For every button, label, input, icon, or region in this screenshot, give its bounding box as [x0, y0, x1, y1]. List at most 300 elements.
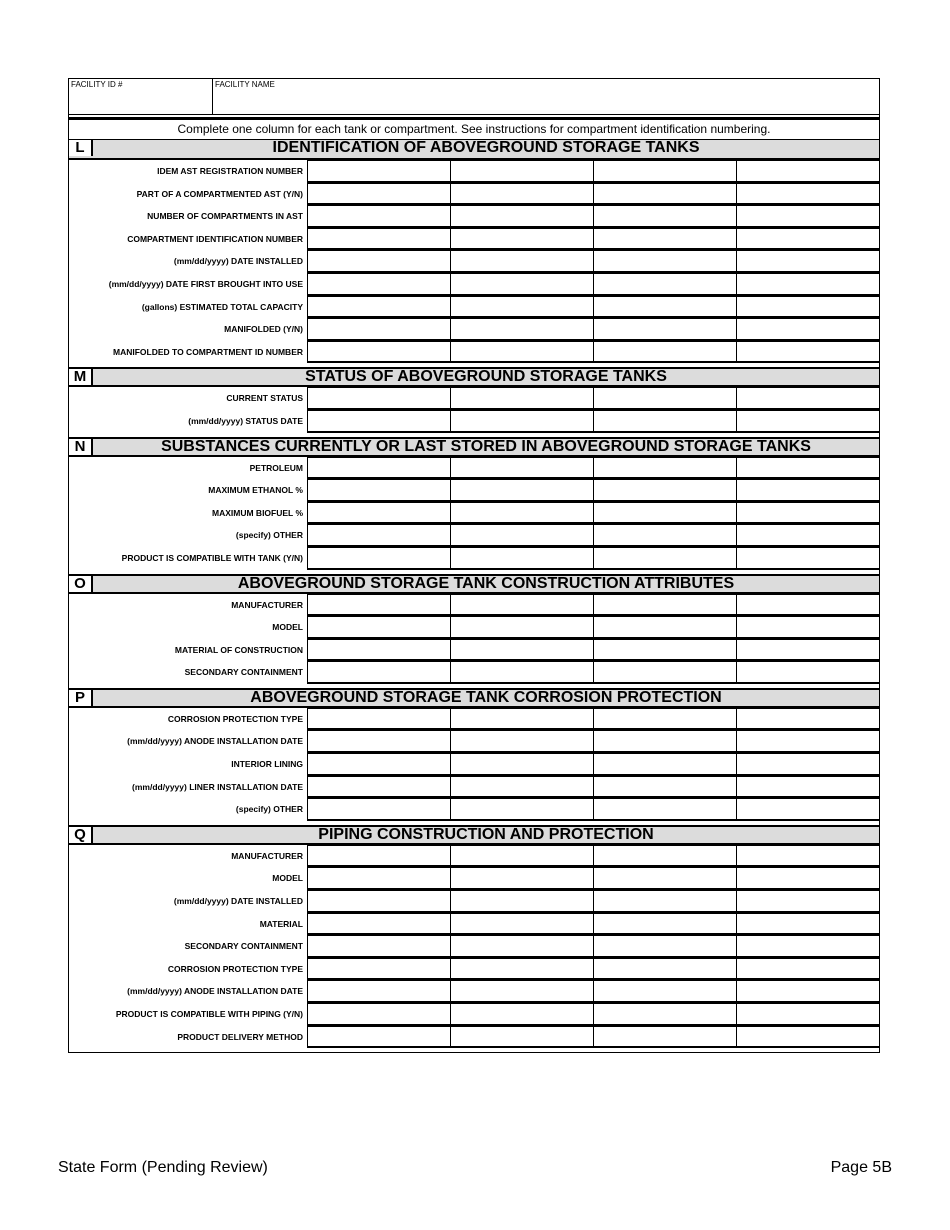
row-label: MATERIAL OF CONSTRUCTION [174, 644, 303, 655]
tank-3-field[interactable] [594, 342, 736, 362]
tank-column-4-cell [736, 616, 879, 639]
tank-column-3-cell [593, 1003, 736, 1026]
tank-column-4-cell [736, 753, 879, 776]
tank-2-field[interactable] [451, 207, 593, 227]
form-row [69, 250, 879, 273]
tank-column-1-cell [307, 479, 450, 502]
tank-4-field[interactable] [737, 458, 879, 478]
tank-column-3-cell [593, 845, 736, 868]
tank-2-field[interactable] [451, 549, 593, 569]
tank-column-4-cell [736, 1026, 879, 1049]
tank-column-1-cell [307, 1026, 450, 1049]
form-row [69, 479, 879, 502]
facility-name-field[interactable] [217, 93, 875, 111]
tank-column-1-cell [307, 867, 450, 890]
tank-column-4-cell [736, 296, 879, 319]
tank-column-3-cell [593, 980, 736, 1003]
tank-column-3-cell [593, 661, 736, 684]
row-label: (specify) OTHER [235, 530, 303, 541]
tank-column-2-cell [450, 913, 593, 936]
tank-form [68, 78, 880, 1053]
footer-page-number: Page 5B [830, 1159, 892, 1176]
row-label: MANIFOLDED TO COMPARTMENT ID NUMBER [113, 346, 303, 357]
tank-column-2-cell [450, 1026, 593, 1049]
tank-1-field[interactable] [308, 847, 450, 867]
tank-column-3-cell [593, 753, 736, 776]
tank-1-field[interactable] [308, 207, 450, 227]
tank-column-1-cell [307, 661, 450, 684]
tank-1-field[interactable] [308, 184, 450, 204]
tank-column-4-cell [736, 594, 879, 617]
tank-2-field[interactable] [451, 320, 593, 340]
tank-3-field[interactable] [594, 184, 736, 204]
form-row [69, 639, 879, 662]
tank-columns [307, 160, 879, 183]
tank-2-field[interactable] [451, 297, 593, 317]
row-label: PETROLEUM [249, 462, 303, 473]
tank-columns [307, 594, 879, 617]
tank-column-2-cell [450, 318, 593, 341]
row-label: MANUFACTURER [231, 599, 303, 610]
tank-column-3-cell [593, 273, 736, 296]
tank-column-1-cell [307, 980, 450, 1003]
tank-3-field[interactable] [594, 914, 736, 934]
section-title: ABOVEGROUND STORAGE TANK CORROSION PROTECTION [250, 688, 722, 706]
tank-column-3-cell [593, 867, 736, 890]
form-body [68, 117, 880, 1053]
tank-2-field[interactable] [451, 640, 593, 660]
tank-4-field[interactable] [737, 755, 879, 775]
tank-column-2-cell [450, 228, 593, 251]
tank-2-field[interactable] [451, 595, 593, 615]
tank-column-4-cell [736, 410, 879, 433]
form-row [69, 980, 879, 1003]
tank-column-2-cell [450, 958, 593, 981]
tank-2-field[interactable] [451, 1027, 593, 1047]
tank-2-field[interactable] [451, 710, 593, 730]
tank-1-field[interactable] [308, 1027, 450, 1047]
tank-column-1-cell [307, 183, 450, 206]
tank-1-field[interactable] [308, 710, 450, 730]
tank-3-field[interactable] [594, 320, 736, 340]
tank-2-field[interactable] [451, 162, 593, 182]
tank-column-1-cell [307, 616, 450, 639]
tank-1-field[interactable] [308, 869, 450, 889]
row-label: PRODUCT IS COMPATIBLE WITH TANK (Y/N) [121, 552, 303, 563]
row-label: (mm/dd/yyyy) LINER INSTALLATION DATE [132, 781, 303, 792]
tank-column-2-cell [450, 980, 593, 1003]
tank-2-field[interactable] [451, 869, 593, 889]
tank-column-3-cell [593, 798, 736, 821]
tank-3-field[interactable] [594, 595, 736, 615]
tank-4-field[interactable] [737, 800, 879, 820]
tank-2-field[interactable] [451, 389, 593, 409]
tank-3-field[interactable] [594, 663, 736, 683]
tank-1-field[interactable] [308, 412, 450, 432]
tank-column-3-cell [593, 594, 736, 617]
tank-4-field[interactable] [737, 481, 879, 501]
tank-4-field[interactable] [737, 937, 879, 957]
tank-4-field[interactable] [737, 914, 879, 934]
tank-3-field[interactable] [594, 458, 736, 478]
tank-column-2-cell [450, 935, 593, 958]
tank-3-field[interactable] [594, 892, 736, 912]
facility-id-field[interactable] [73, 93, 208, 111]
tank-3-field[interactable] [594, 389, 736, 409]
tank-4-field[interactable] [737, 982, 879, 1002]
tank-2-field[interactable] [451, 800, 593, 820]
tank-3-field[interactable] [594, 412, 736, 432]
form-row [69, 958, 879, 981]
row-label: (mm/dd/yyyy) ANODE INSTALLATION DATE [127, 736, 303, 747]
tank-2-field[interactable] [451, 342, 593, 362]
section-title: ABOVEGROUND STORAGE TANK CONSTRUCTION ATTRIBUTES [237, 574, 735, 592]
tank-2-field[interactable] [451, 412, 593, 432]
sections-container [69, 140, 879, 1052]
tank-column-2-cell [450, 616, 593, 639]
tank-3-field[interactable] [594, 297, 736, 317]
tank-1-field[interactable] [308, 481, 450, 501]
tank-3-field[interactable] [594, 755, 736, 775]
tank-4-field[interactable] [737, 1005, 879, 1025]
tank-column-4-cell [736, 845, 879, 868]
tank-column-2-cell [450, 296, 593, 319]
row-label: SECONDARY CONTAINMENT [184, 667, 303, 678]
row-label: INTERIOR LINING [231, 759, 303, 770]
tank-3-field[interactable] [594, 847, 736, 867]
tank-1-field[interactable] [308, 458, 450, 478]
tank-3-field[interactable] [594, 252, 736, 272]
section-letter: O [69, 576, 93, 592]
row-label: MANUFACTURER [231, 850, 303, 861]
tank-column-1-cell [307, 798, 450, 821]
tank-3-field[interactable] [594, 982, 736, 1002]
tank-1-field[interactable] [308, 297, 450, 317]
tank-column-1-cell [307, 776, 450, 799]
form-row [69, 524, 879, 547]
tank-columns [307, 457, 879, 480]
form-row [69, 1003, 879, 1026]
tank-columns [307, 958, 879, 981]
tank-column-2-cell [450, 798, 593, 821]
tank-column-1-cell [307, 160, 450, 183]
tank-column-3-cell [593, 730, 736, 753]
tank-column-2-cell [450, 524, 593, 547]
tank-column-4-cell [736, 547, 879, 570]
tank-column-4-cell [736, 457, 879, 480]
tank-columns [307, 479, 879, 502]
tank-1-field[interactable] [308, 800, 450, 820]
tank-1-field[interactable] [308, 663, 450, 683]
tank-2-field[interactable] [451, 526, 593, 546]
section-letter: L [69, 140, 93, 156]
tank-3-field[interactable] [594, 162, 736, 182]
tank-column-2-cell [450, 776, 593, 799]
form-row [69, 205, 879, 228]
tank-3-field[interactable] [594, 275, 736, 295]
tank-2-field[interactable] [451, 960, 593, 980]
row-label: MODEL [272, 873, 303, 884]
tank-column-3-cell [593, 457, 736, 480]
tank-column-4-cell [736, 913, 879, 936]
tank-1-field[interactable] [308, 503, 450, 523]
tank-4-field[interactable] [737, 229, 879, 249]
tank-1-field[interactable] [308, 755, 450, 775]
tank-1-field[interactable] [308, 320, 450, 340]
tank-columns [307, 410, 879, 433]
tank-4-field[interactable] [737, 618, 879, 638]
tank-1-field[interactable] [308, 526, 450, 546]
tank-column-1-cell [307, 913, 450, 936]
tank-column-1-cell [307, 410, 450, 433]
tank-1-field[interactable] [308, 549, 450, 569]
form-row [69, 867, 879, 890]
tank-column-1-cell [307, 594, 450, 617]
tank-columns [307, 183, 879, 206]
section-header-l [69, 140, 879, 160]
tank-2-field[interactable] [451, 252, 593, 272]
tank-2-field[interactable] [451, 777, 593, 797]
row-label: CURRENT STATUS [226, 393, 303, 404]
tank-2-field[interactable] [451, 755, 593, 775]
section-spacer [69, 1048, 879, 1052]
form-row [69, 341, 879, 364]
tank-2-field[interactable] [451, 982, 593, 1002]
tank-4-field[interactable] [737, 389, 879, 409]
tank-column-1-cell [307, 524, 450, 547]
tank-column-2-cell [450, 730, 593, 753]
tank-column-2-cell [450, 753, 593, 776]
row-label: PART OF A COMPARTMENTED AST (Y/N) [136, 188, 303, 199]
tank-column-3-cell [593, 913, 736, 936]
tank-4-field[interactable] [737, 342, 879, 362]
facility-name-cell [213, 79, 879, 114]
tank-column-2-cell [450, 250, 593, 273]
section-letter: P [69, 690, 93, 706]
tank-column-1-cell [307, 341, 450, 364]
tank-1-field[interactable] [308, 618, 450, 638]
tank-4-field[interactable] [737, 503, 879, 523]
tank-1-field[interactable] [308, 640, 450, 660]
form-row [69, 1026, 879, 1049]
tank-3-field[interactable] [594, 1005, 736, 1025]
tank-1-field[interactable] [308, 732, 450, 752]
tank-3-field[interactable] [594, 710, 736, 730]
tank-columns [307, 730, 879, 753]
form-row [69, 387, 879, 410]
tank-4-field[interactable] [737, 595, 879, 615]
tank-1-field[interactable] [308, 229, 450, 249]
tank-column-1-cell [307, 250, 450, 273]
tank-columns [307, 296, 879, 319]
row-label: (mm/dd/yyyy) DATE INSTALLED [173, 896, 303, 907]
tank-2-field[interactable] [451, 1005, 593, 1025]
facility-header [68, 78, 880, 115]
tank-column-4-cell [736, 205, 879, 228]
tank-column-3-cell [593, 935, 736, 958]
tank-3-field[interactable] [594, 229, 736, 249]
tank-4-field[interactable] [737, 732, 879, 752]
section-letter: Q [69, 827, 93, 843]
tank-3-field[interactable] [594, 960, 736, 980]
tank-columns [307, 913, 879, 936]
tank-column-4-cell [736, 183, 879, 206]
tank-2-field[interactable] [451, 732, 593, 752]
tank-4-field[interactable] [737, 549, 879, 569]
tank-1-field[interactable] [308, 275, 450, 295]
tank-1-field[interactable] [308, 1005, 450, 1025]
tank-4-field[interactable] [737, 184, 879, 204]
tank-4-field[interactable] [737, 297, 879, 317]
tank-column-3-cell [593, 341, 736, 364]
tank-2-field[interactable] [451, 458, 593, 478]
tank-4-field[interactable] [737, 1027, 879, 1047]
tank-3-field[interactable] [594, 1027, 736, 1047]
tank-1-field[interactable] [308, 595, 450, 615]
tank-1-field[interactable] [308, 960, 450, 980]
tank-3-field[interactable] [594, 481, 736, 501]
tank-column-4-cell [736, 708, 879, 731]
tank-3-field[interactable] [594, 207, 736, 227]
row-label: MATERIAL [259, 918, 303, 929]
tank-column-2-cell [450, 867, 593, 890]
tank-column-1-cell [307, 273, 450, 296]
tank-2-field[interactable] [451, 937, 593, 957]
row-label: PRODUCT IS COMPATIBLE WITH PIPING (Y/N) [115, 1009, 303, 1019]
tank-4-field[interactable] [737, 640, 879, 660]
tank-column-1-cell [307, 708, 450, 731]
tank-3-field[interactable] [594, 549, 736, 569]
tank-column-1-cell [307, 318, 450, 341]
tank-column-1-cell [307, 1003, 450, 1026]
tank-4-field[interactable] [737, 412, 879, 432]
tank-2-field[interactable] [451, 847, 593, 867]
tank-column-2-cell [450, 708, 593, 731]
row-label: CORROSION PROTECTION TYPE [167, 713, 303, 724]
tank-column-4-cell [736, 958, 879, 981]
form-row [69, 935, 879, 958]
tank-column-1-cell [307, 845, 450, 868]
tank-4-field[interactable] [737, 777, 879, 797]
tank-column-3-cell [593, 250, 736, 273]
tank-4-field[interactable] [737, 847, 879, 867]
tank-4-field[interactable] [737, 526, 879, 546]
tank-column-2-cell [450, 845, 593, 868]
tank-4-field[interactable] [737, 275, 879, 295]
tank-4-field[interactable] [737, 869, 879, 889]
tank-1-field[interactable] [308, 389, 450, 409]
tank-1-field[interactable] [308, 892, 450, 912]
tank-column-3-cell [593, 410, 736, 433]
tank-2-field[interactable] [451, 618, 593, 638]
tank-4-field[interactable] [737, 207, 879, 227]
tank-column-3-cell [593, 1026, 736, 1049]
row-label: COMPARTMENT IDENTIFICATION NUMBER [127, 233, 303, 244]
tank-4-field[interactable] [737, 960, 879, 980]
tank-columns [307, 890, 879, 913]
form-row [69, 228, 879, 251]
tank-4-field[interactable] [737, 710, 879, 730]
tank-4-field[interactable] [737, 320, 879, 340]
tank-1-field[interactable] [308, 937, 450, 957]
tank-column-1-cell [307, 502, 450, 525]
tank-2-field[interactable] [451, 275, 593, 295]
form-row [69, 753, 879, 776]
tank-1-field[interactable] [308, 252, 450, 272]
tank-3-field[interactable] [594, 618, 736, 638]
section-letter: M [69, 369, 93, 385]
tank-columns [307, 776, 879, 799]
tank-column-1-cell [307, 387, 450, 410]
tank-3-field[interactable] [594, 732, 736, 752]
tank-1-field[interactable] [308, 914, 450, 934]
tank-1-field[interactable] [308, 982, 450, 1002]
tank-3-field[interactable] [594, 503, 736, 523]
form-row [69, 708, 879, 731]
tank-column-4-cell [736, 1003, 879, 1026]
tank-3-field[interactable] [594, 800, 736, 820]
tank-columns [307, 980, 879, 1003]
tank-1-field[interactable] [308, 162, 450, 182]
tank-2-field[interactable] [451, 503, 593, 523]
form-row [69, 318, 879, 341]
section-header-q [69, 825, 879, 845]
tank-columns [307, 867, 879, 890]
tank-2-field[interactable] [451, 229, 593, 249]
tank-column-3-cell [593, 183, 736, 206]
tank-column-2-cell [450, 661, 593, 684]
tank-4-field[interactable] [737, 252, 879, 272]
tank-4-field[interactable] [737, 663, 879, 683]
tank-2-field[interactable] [451, 184, 593, 204]
section-header-p [69, 688, 879, 708]
tank-column-4-cell [736, 867, 879, 890]
tank-column-2-cell [450, 160, 593, 183]
tank-2-field[interactable] [451, 481, 593, 501]
tank-column-2-cell [450, 594, 593, 617]
section-header-m [69, 367, 879, 387]
tank-columns [307, 1003, 879, 1026]
tank-columns [307, 205, 879, 228]
tank-2-field[interactable] [451, 914, 593, 934]
tank-column-3-cell [593, 318, 736, 341]
tank-2-field[interactable] [451, 892, 593, 912]
tank-1-field[interactable] [308, 342, 450, 362]
tank-column-2-cell [450, 479, 593, 502]
tank-3-field[interactable] [594, 937, 736, 957]
tank-4-field[interactable] [737, 162, 879, 182]
row-label: (mm/dd/yyyy) DATE INSTALLED [173, 256, 303, 267]
tank-4-field[interactable] [737, 892, 879, 912]
tank-1-field[interactable] [308, 777, 450, 797]
form-row [69, 502, 879, 525]
tank-3-field[interactable] [594, 526, 736, 546]
form-row [69, 730, 879, 753]
tank-columns [307, 753, 879, 776]
tank-column-4-cell [736, 250, 879, 273]
tank-3-field[interactable] [594, 777, 736, 797]
tank-column-3-cell [593, 387, 736, 410]
tank-column-3-cell [593, 160, 736, 183]
tank-3-field[interactable] [594, 869, 736, 889]
tank-2-field[interactable] [451, 663, 593, 683]
tank-column-4-cell [736, 273, 879, 296]
tank-column-4-cell [736, 228, 879, 251]
tank-columns [307, 502, 879, 525]
form-row [69, 183, 879, 206]
tank-column-4-cell [736, 479, 879, 502]
tank-3-field[interactable] [594, 640, 736, 660]
